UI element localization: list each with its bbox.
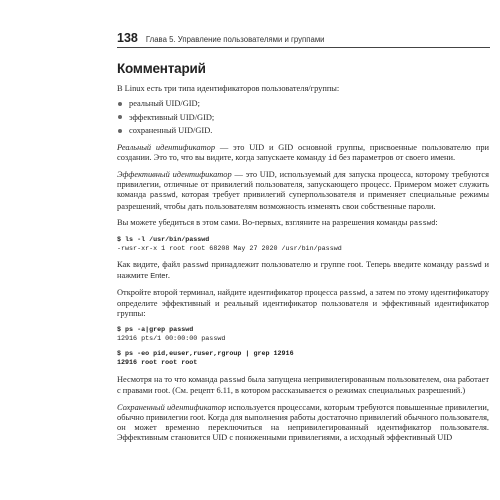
code-output: 12916 root root root	[117, 359, 198, 368]
check-paragraph: Вы можете убедиться в этом сами. Во-первых, взгляните на разрешения команды passwd:	[117, 218, 438, 229]
bullet-icon	[118, 102, 122, 106]
open-paragraph: Откройте второй терминал, найдите идентификатор процесса passwd, а затем по этому идентификатору определите эффективный и реальный идентификатор пользователя и эффективный идентификатор группы:	[117, 288, 490, 319]
intro-paragraph	[117, 84, 489, 94]
inline-code: passwd	[219, 377, 246, 385]
inline-code: passwd	[339, 290, 366, 299]
inline-code: passwd	[409, 220, 436, 229]
page-number: 138	[117, 31, 138, 45]
code-output: -rwsr-xr-x 1 root root 68208 May 27 2020 /usr/bin/passwd	[117, 244, 342, 253]
list-item: эффективный UID/GID;	[117, 111, 489, 125]
code-block-ps-grep	[117, 326, 489, 344]
bullet-icon	[118, 115, 122, 119]
running-header	[117, 31, 487, 45]
real-id-paragraph: Реальный идентификатор — это UID и GID основной группы, присвоенные пользователю при создании. Это то, что вы видите, когда запускаете команду id без параметров от своего имени.	[117, 142, 489, 163]
effective-id-term: Эффективный идентификатор	[117, 170, 232, 180]
list-item: реальный UID/GID;	[117, 97, 489, 111]
code-command: $ ps -a|grep passwd	[117, 325, 194, 334]
bullet-icon	[118, 129, 122, 133]
effective-id-paragraph: Эффективный идентификатор — это UID, используемый для запуска процесса, которому требуются привилегии, отличные от привилегий пользователя, запускающего процесс. Примером может служить команда passwd, которая требует привилегий суперпользователя и применяет специальные режимы разрешений, чтобы дать пользователям возможность изменять свои собственные пароли.	[117, 170, 490, 211]
inline-code: id	[328, 154, 337, 163]
intro-text: В Linux есть три типа идентификаторов пользователя/группы:	[117, 84, 340, 93]
code-output: 12916 pts/1 00:00:00 passwd	[117, 334, 226, 343]
saved-id-paragraph: Сохраненный идентификатор используется процессами, которым требуются повышенные привилегии, обычно привилегии root. Когда для выполнения работы достаточно привилегий обычного пользователя, он может временно переключиться на непривилегированный идентификатор пользователя. Эффективным становится UID с пониженными привилегиями, а исходный эффективный UID	[117, 402, 490, 442]
key-name: Enter	[150, 271, 168, 281]
code-block-ps-eo	[117, 350, 489, 368]
despite-paragraph: Несмотря на то что команда passwd была запущена непривилегированным пользователем, она работает с правами root. (См. рецепт 6.11, в котором рассказывается о режимах специальных разрешений.)	[117, 375, 489, 396]
id-types-list	[117, 97, 489, 138]
inline-code: passwd	[455, 262, 482, 271]
chapter-title: Глава 5. Управление пользователями и группами	[145, 35, 325, 44]
code-command: $ ps -eo pid,euser,ruser,rgroup | grep 12916	[117, 350, 294, 359]
see-paragraph: Как видите, файл passwd принадлежит пользователю и группе root. Теперь введите команду passwd и нажмите Enter.	[117, 260, 490, 281]
list-item: сохраненный UID/GID.	[117, 124, 489, 138]
real-id-term: Реальный идентификатор	[117, 142, 216, 152]
saved-id-term: Сохраненный идентификатор	[117, 402, 227, 412]
body-text	[117, 84, 489, 450]
section-heading: Комментарий	[117, 61, 206, 76]
header-rule	[117, 47, 490, 48]
code-block-ls	[117, 236, 489, 254]
inline-code: passwd	[182, 262, 209, 271]
code-command: $ ls -l /usr/bin/passwd	[117, 235, 210, 244]
inline-code: passwd	[149, 192, 176, 201]
